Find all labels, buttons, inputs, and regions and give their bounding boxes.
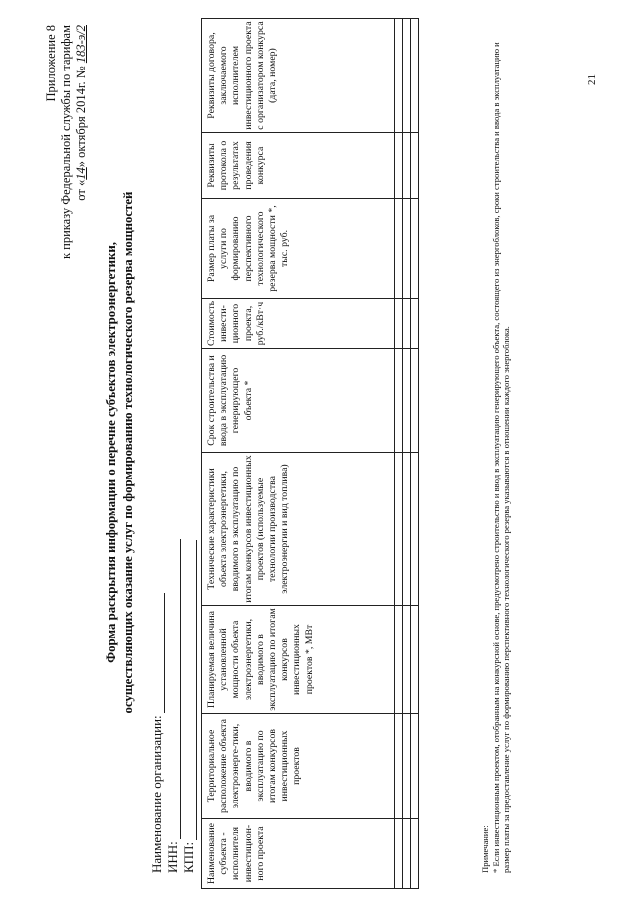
- page-number: 21: [586, 74, 598, 85]
- footnote-text: * Если инвестиционным проектом, отобранным на конкурсной основе, предусмотрено строительство и ввод в эксплуатацию генерирующего объекта, состоящего из энергоблоков, сроки строительства и ввода в эксплуатацию и размер платы за предоставление услуг по формированию перспективного технологического резерва указываются в отношении каждого энергоблока.: [490, 42, 512, 873]
- organization-name-line: [153, 593, 165, 713]
- footnote: [480, 23, 512, 873]
- investment-projects-table: [201, 18, 419, 889]
- kpp-field: [181, 540, 197, 873]
- appendix-header: [44, 25, 89, 305]
- table-row: [403, 19, 411, 889]
- order-date-number: от «14» октября 2014г. № 183-э/2: [74, 25, 88, 201]
- column-header-contract-details: Реквизиты договора, заключаемого исполнителем инвестиционного проекта с организатором конкурса (дата, номер): [202, 19, 395, 133]
- column-header-service-fee: Размер платы за услуги по формированию перспективного технологического резерва мощности *, тыс. руб.: [202, 199, 395, 299]
- column-header-technical-characteristics: Технические характеристики объекта электроэнергетики, вводимого в эксплуатацию по итогам конкурсов инвестиционных проектов (используемые технологии производства электроэнергии и вид топлива): [202, 453, 395, 606]
- footnote-label: Примечание:: [480, 825, 490, 873]
- inn-line: [169, 539, 181, 839]
- kpp-line: [185, 540, 197, 840]
- column-header-construction-term: Срок строительства и ввода в эксплуатацию генерирующего объекта *: [202, 349, 395, 453]
- inn-label: ИНН:: [165, 841, 180, 873]
- appendix-number: Приложение 8: [44, 25, 58, 102]
- order-day: 14: [74, 167, 88, 180]
- form-title-line2: осуществляющих оказание услуг по формированию технологического резерва мощностей: [121, 191, 135, 714]
- column-header-planned-capacity: Планируемая величина установленной мощности объекта электроэнергетики, вводимого в эксплуатацию по итогам конкурсов инвестиционных проектов *, МВт: [202, 606, 395, 714]
- form-title-line1: Форма раскрытия информации о перечне субъектов электроэнергетики,: [104, 242, 118, 663]
- organization-name-label: Наименование организации:: [149, 715, 164, 873]
- order-number: 183-э/2: [74, 25, 88, 64]
- table-header-row: [202, 19, 395, 889]
- column-header-location: Территориальное расположение объекта электроэнерге-тики, вводимого в эксплуатацию по итогам конкурсов инвестиционных проектов: [202, 714, 395, 819]
- inn-field: [165, 539, 181, 873]
- table-row: [395, 19, 403, 889]
- column-header-protocol-details: Реквизиты протокола о результатах проведения конкурса: [202, 133, 395, 199]
- kpp-label: КПП:: [181, 841, 196, 873]
- order-reference: к приказу Федеральной службы по тарифам: [59, 25, 73, 260]
- organization-name-field: [149, 593, 165, 873]
- column-header-subject-name: Наименование субъекта - исполнителя инвестицион-ного проекта: [202, 819, 395, 889]
- table-row: [411, 19, 419, 889]
- column-header-project-cost: Стоимость инвести-ционного проекта, руб./кВт·ч: [202, 299, 395, 349]
